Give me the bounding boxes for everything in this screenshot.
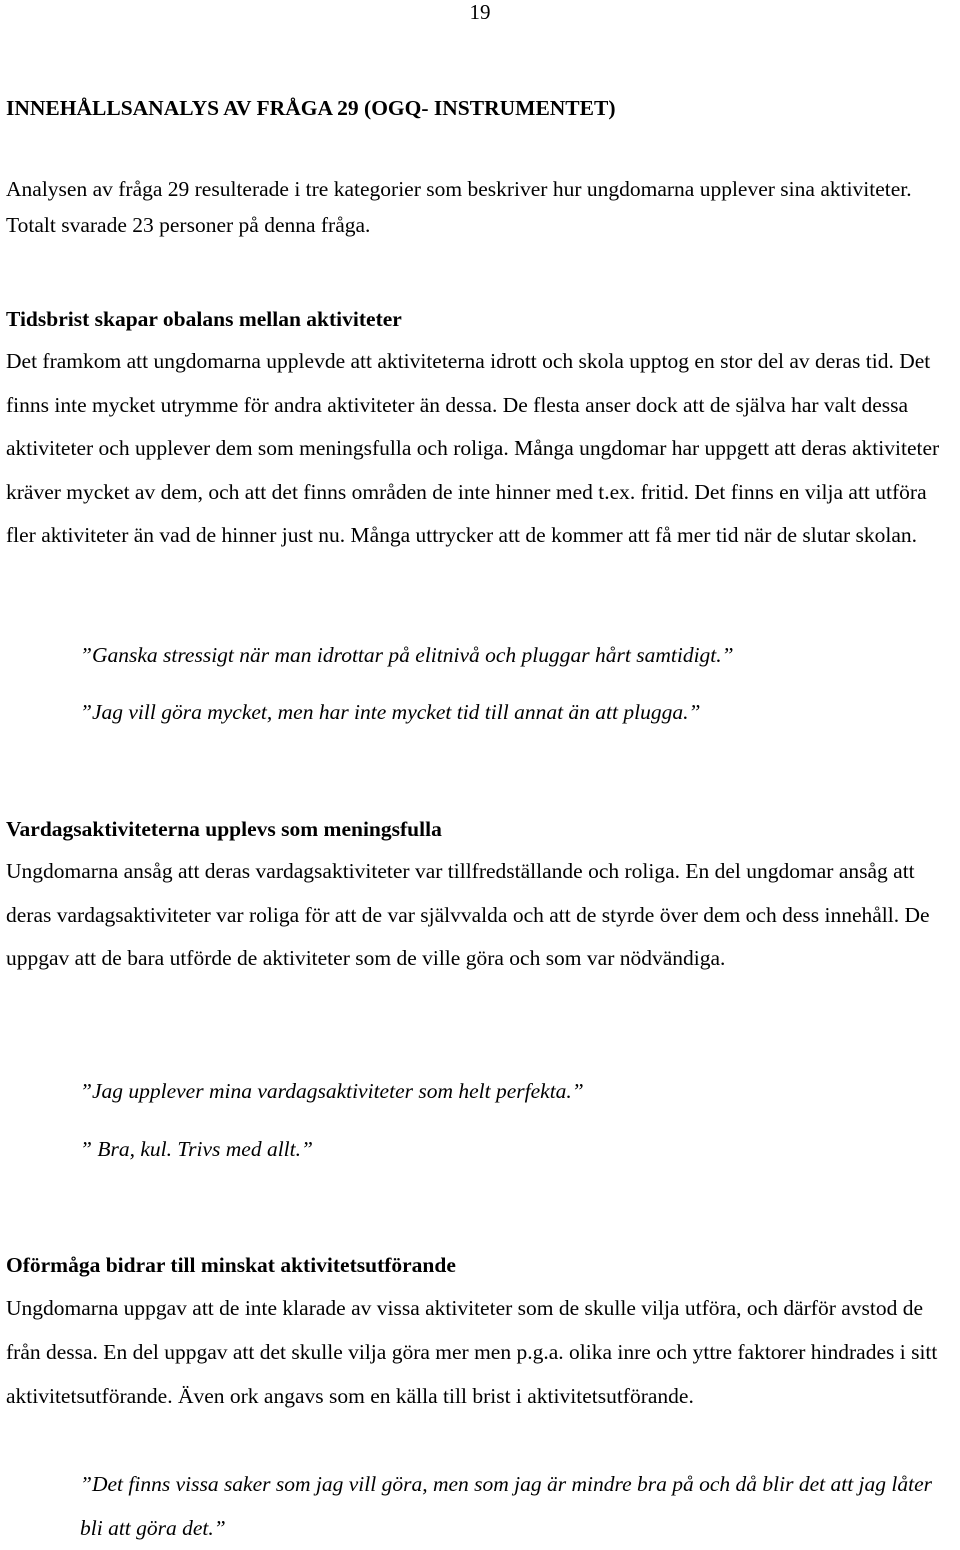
intro-paragraph: Analysen av fråga 29 resulterade i tre kategorier som beskriver hur ungdomarna upplever sina aktiviteter. Totalt svarade 23 personer på denna fråga.: [6, 177, 912, 237]
quote: ” Bra, kul. Trivs med allt.”: [80, 1137, 313, 1161]
section-heading-meaningful-activities: Vardagsaktiviteterna upplevs som meningsfulla: [6, 817, 442, 841]
section-body-time-shortage: Det framkom att ungdomarna upplevde att aktiviteterna idrott och skola upptog en stor del av deras tid. Det finns inte mycket utrymme för andra aktiviteter än dessa. De flesta anser dock att de själva har valt dessa aktiviteter och upplever dem som meningsfulla och roliga. Många ungdomar har uppgett att deras aktiviteter kräver mycket av dem, och att det finns områden de inte hinner med t.ex. fritid. Det finns en vilja att utföra fler aktiviteter än vad de hinner just nu. Många uttrycker att de kommer att få mer tid när de slutar skolan.: [6, 349, 940, 548]
page-title: INNEHÅLLSANALYS AV FRÅGA 29 (OGQ- INSTRUMENTET): [6, 96, 616, 120]
section-heading-inability: Oförmåga bidrar till minskat aktivitetsutförande: [6, 1253, 456, 1277]
section-heading-time-shortage: Tidsbrist skapar obalans mellan aktiviteter: [6, 307, 402, 331]
section-body-inability: Ungdomarna uppgav att de inte klarade av vissa aktiviteter som de skulle vilja utföra, och därför avstod de från dessa. En del uppgav att det skulle vilja göra mer men p.g.a. olika inre och yttre faktorer hindrades i sitt aktivitetsutförande. Även ork angavs som en källa till brist i aktivitetsutförande.: [6, 1296, 938, 1408]
quote: ”Ganska stressigt när man idrottar på elitnivå och pluggar hårt samtidigt.”: [80, 643, 734, 667]
quote: ”Jag vill göra mycket, men har inte mycket tid till annat än att plugga.”: [80, 700, 701, 724]
page-number: 19: [469, 0, 491, 24]
quote: ”Det finns vissa saker som jag vill göra, men som jag är mindre bra på och då blir det att jag låter bli att göra det.”: [80, 1472, 933, 1540]
section-body-meaningful-activities: Ungdomarna ansåg att deras vardagsaktiviteter var tillfredställande och roliga. En del ungdomar ansåg att deras vardagsaktiviteter var roliga för att de var självvalda och att de styrde över dem och dess innehåll. De uppgav att de bara utförde de aktiviteter som de ville göra och som var nödvändiga.: [6, 859, 930, 971]
quote: ”Jag upplever mina vardagsaktiviteter som helt perfekta.”: [80, 1079, 584, 1103]
